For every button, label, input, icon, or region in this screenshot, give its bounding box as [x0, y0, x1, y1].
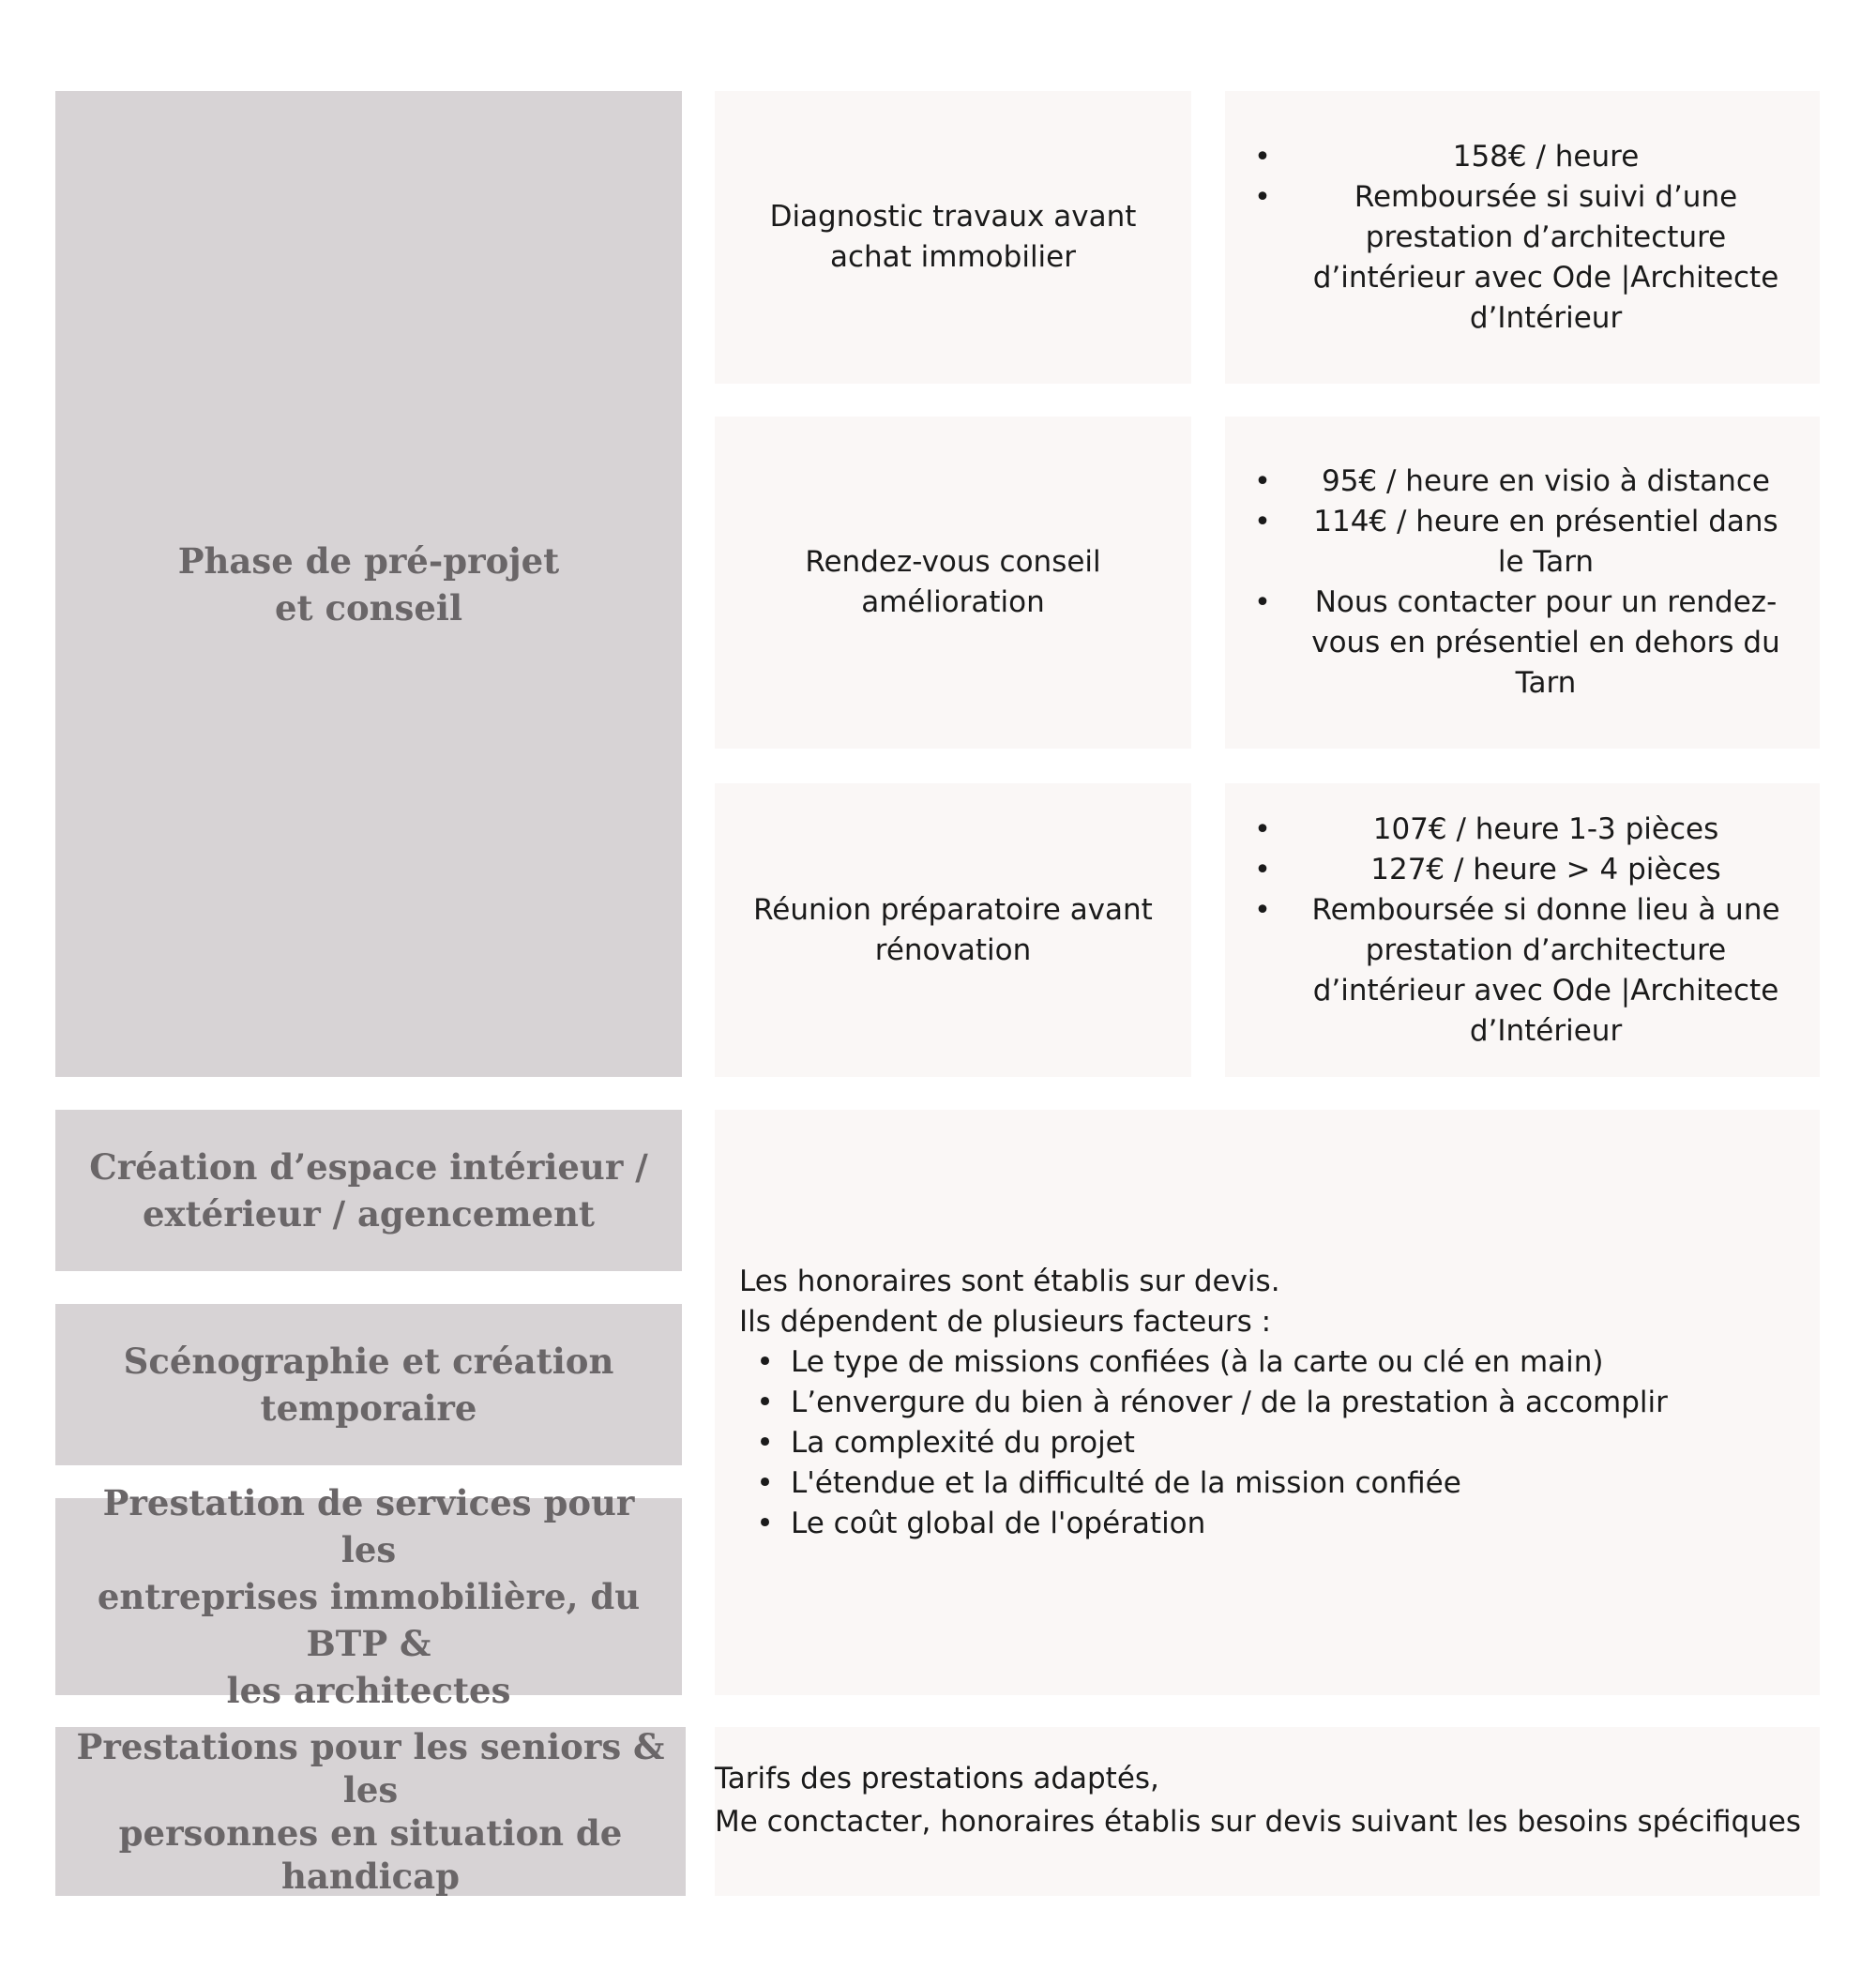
bullet-icon: •	[756, 1425, 774, 1460]
seniors-info-block	[715, 1727, 1820, 1896]
list-item: • L’envergure du bien à rénover / de la prestation à accomplir	[739, 1383, 1668, 1423]
price-rendez-vous	[1225, 417, 1820, 749]
bullet-icon: •	[1254, 586, 1271, 619]
category-creation-label: Création d’espace intérieur / extérieur / agencement	[89, 1146, 648, 1235]
bullet-icon: •	[756, 1385, 774, 1419]
service-diagnostic	[715, 91, 1191, 384]
list-item: • 114€ / heure en présentiel dans le Tarn	[1225, 502, 1820, 583]
category-creation	[55, 1110, 682, 1271]
bullet-icon: •	[1254, 140, 1271, 174]
bullet-icon: •	[756, 1506, 774, 1540]
list-item: • 127€ / heure > 4 pièces	[1225, 850, 1820, 890]
devis-factors	[739, 1342, 1668, 1544]
bullet-icon: •	[1254, 893, 1271, 927]
category-pre-projet	[55, 91, 682, 1077]
category-scenographie-label: Scénographie et création temporaire	[123, 1341, 614, 1429]
bullet-icon: •	[1254, 465, 1271, 498]
category-prestation-services-label: Prestation de services pour les entreprises immobilière, du BTP & les architectes	[97, 1482, 641, 1711]
bullet-icon: •	[756, 1344, 774, 1379]
devis-line-1: Les honoraires sont établis sur devis.	[739, 1264, 1280, 1298]
bullet-icon: •	[1254, 506, 1271, 538]
bullet-icon: •	[1254, 812, 1271, 846]
list-item: • Remboursée si suivi d’une prestation d’architecture d’intérieur avec Ode |Architecte d’Intérieur	[1225, 177, 1820, 339]
category-pre-projet-label: Phase de pré-projet et conseil	[177, 539, 560, 629]
list-item: • Remboursée si donne lieu à une prestation d’architecture d’intérieur avec Ode |Architecte d’Intérieur	[1225, 890, 1820, 1052]
service-reunion	[715, 783, 1191, 1077]
category-prestation-services	[55, 1482, 682, 1711]
seniors-info-content	[715, 1757, 1801, 1843]
service-rendez-vous-name: Rendez-vous conseil amélioration	[805, 545, 1101, 619]
bullet-icon: •	[1254, 180, 1271, 214]
devis-block	[715, 1110, 1820, 1695]
service-diagnostic-name: Diagnostic travaux avant achat immobilier	[769, 200, 1137, 274]
devis-line-2: Ils dépendent de plusieurs facteurs :	[739, 1304, 1272, 1339]
list-item: • 95€ / heure en visio à distance	[1225, 462, 1820, 502]
list-item: • 107€ / heure 1-3 pièces	[1225, 810, 1820, 850]
category-seniors-label: Prestations pour les seniors & les personnes en situation de handicap	[76, 1726, 665, 1897]
list-item: • 158€ / heure	[1225, 137, 1820, 177]
devis-content	[715, 1262, 1668, 1544]
category-scenographie	[55, 1304, 682, 1465]
seniors-info-line-2: Me conctacter, honoraires établis sur devis suivant les besoins spécifiques	[715, 1805, 1802, 1839]
service-reunion-name: Réunion préparatoire avant rénovation	[753, 892, 1153, 967]
list-item: • Le type de missions confiées (à la carte ou clé en main)	[739, 1342, 1668, 1383]
bullet-icon: •	[1254, 853, 1271, 886]
price-diagnostic-list	[1225, 137, 1820, 339]
list-item: • L'étendue et la difficulté de la mission confiée	[739, 1463, 1668, 1504]
price-diagnostic	[1225, 91, 1820, 384]
list-item: • Le coût global de l'opération	[739, 1504, 1668, 1544]
list-item: • La complexité du projet	[739, 1423, 1668, 1463]
bullet-icon: •	[756, 1465, 774, 1500]
service-rendez-vous	[715, 417, 1191, 749]
category-seniors	[55, 1727, 686, 1896]
list-item: • Nous contacter pour un rendez-vous en présentiel en dehors du Tarn	[1225, 583, 1820, 704]
price-reunion	[1225, 783, 1820, 1077]
seniors-info-line-1: Tarifs des prestations adaptés,	[715, 1762, 1159, 1796]
price-rendez-vous-list	[1225, 462, 1820, 704]
price-reunion-list	[1225, 810, 1820, 1052]
